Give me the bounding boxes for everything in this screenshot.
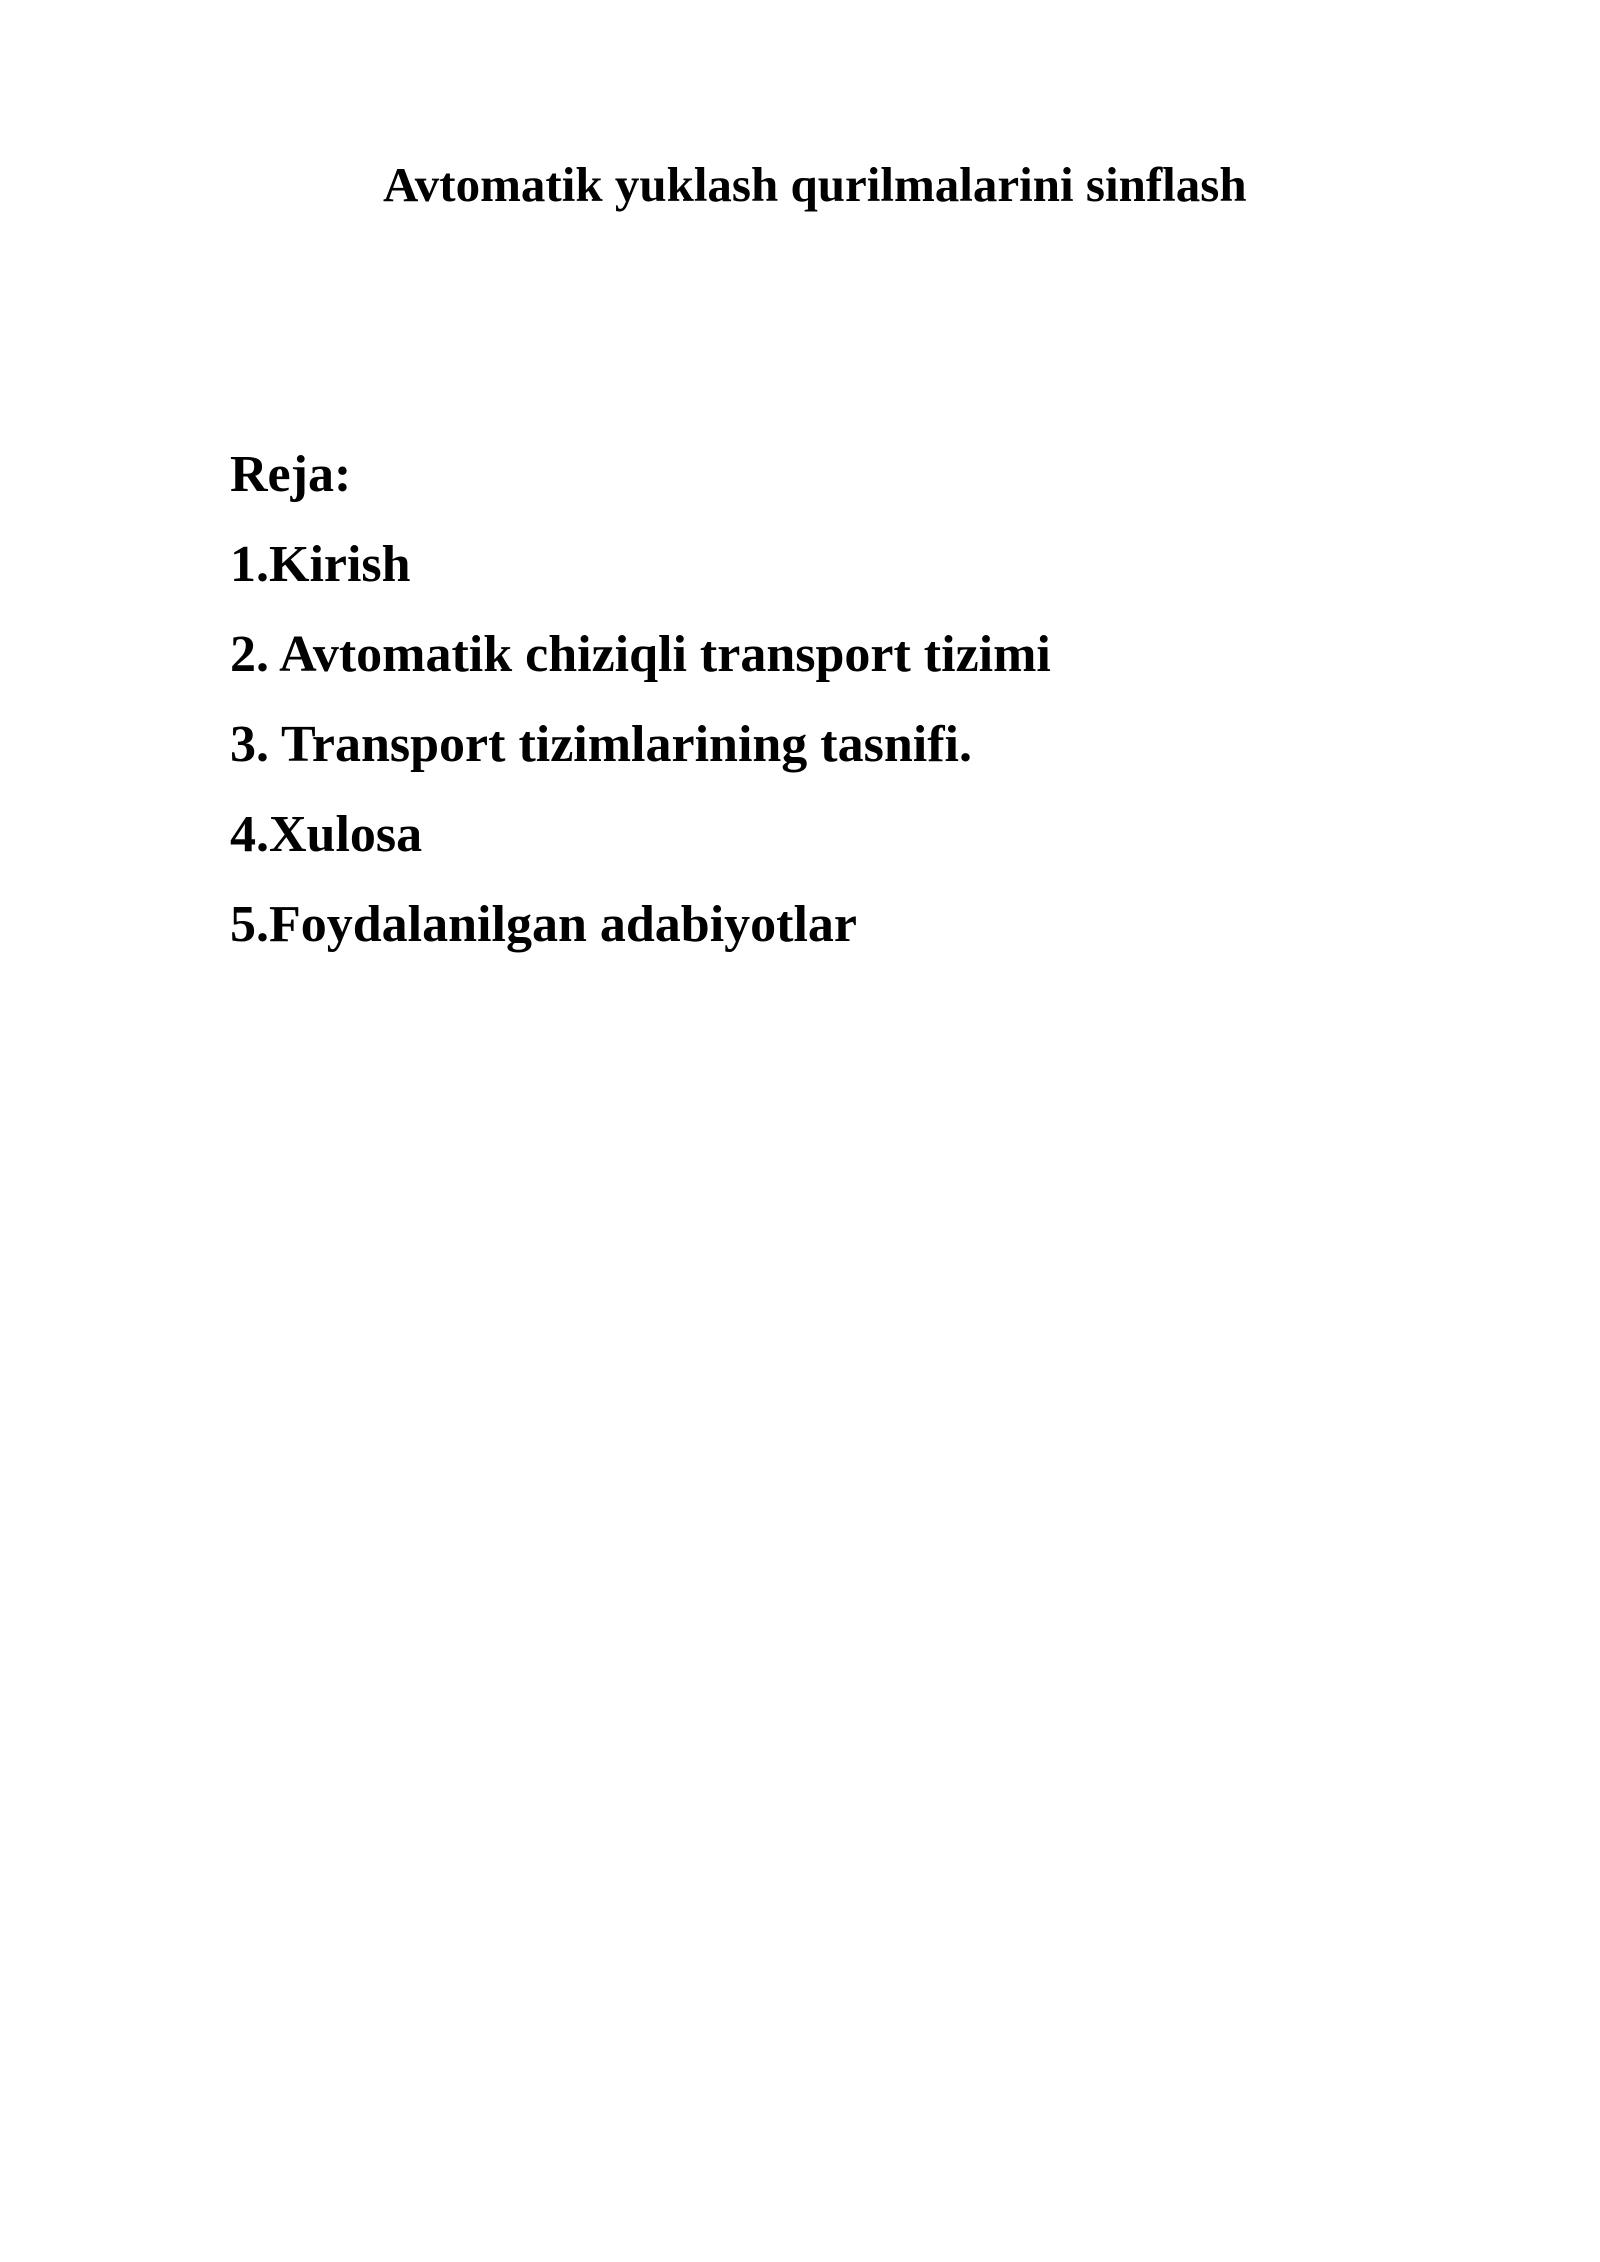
plan-item: 2. Avtomatik chiziqli transport tizimi bbox=[230, 626, 1051, 683]
plan-item: 5.Foydalanilgan adabiyotlar bbox=[230, 896, 857, 953]
plan-heading: Reja: bbox=[230, 446, 352, 503]
plan-item: 4.Xulosa bbox=[230, 806, 423, 863]
plan-section bbox=[230, 445, 1051, 985]
document-title: Avtomatik yuklash qurilmalarini sinflash bbox=[383, 157, 1247, 212]
plan-item: 3. Transport tizimlarining tasnifi. bbox=[230, 716, 972, 773]
plan-item: 1.Kirish bbox=[230, 536, 411, 593]
